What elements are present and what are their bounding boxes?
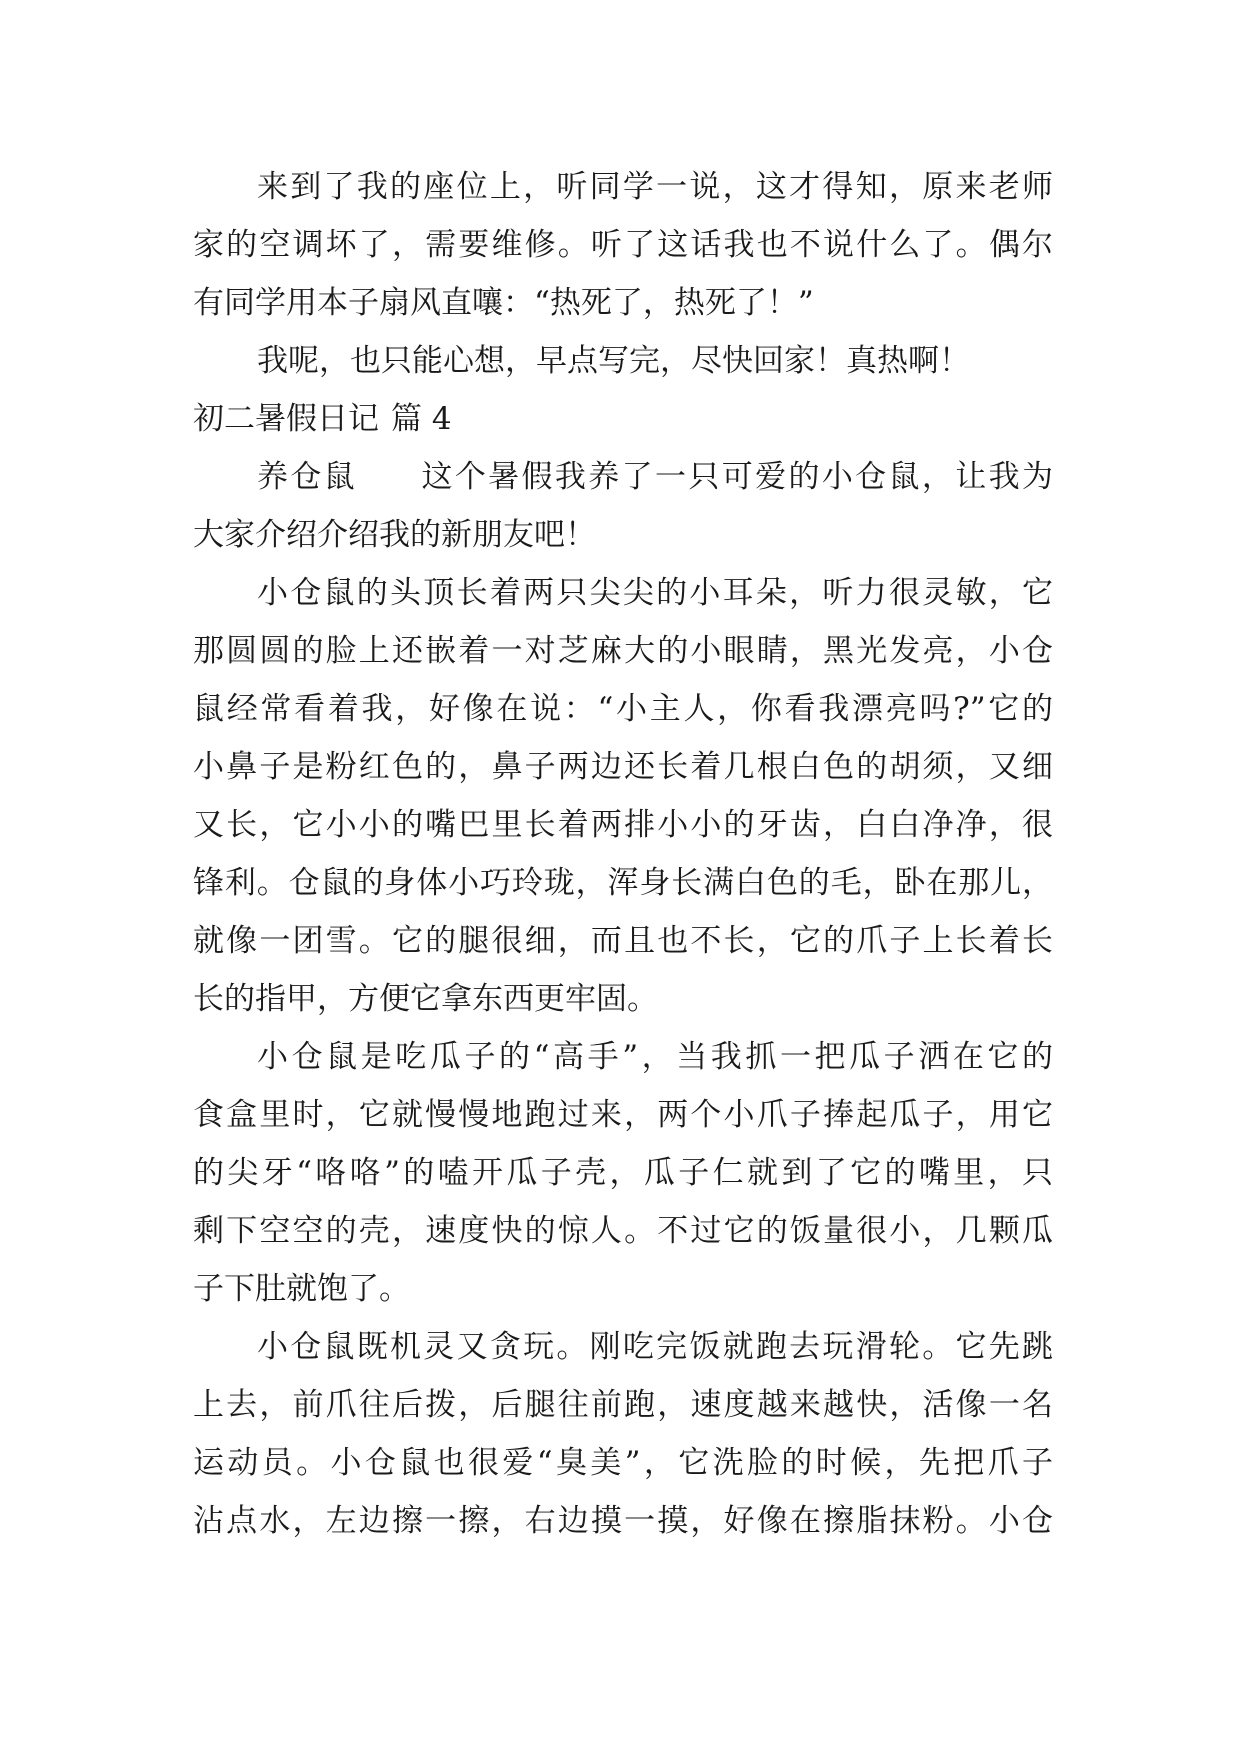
paragraph-line: 锋利。仓鼠的身体小巧玲珑，浑身长满白色的毛，卧在那儿， (193, 865, 1053, 901)
essay-first-line-text: 这个暑假我养了一只可爱的小仓鼠，让我为 (419, 459, 1054, 495)
essay-title: 养仓鼠 (257, 459, 358, 495)
section-title: 初二暑假日记 (193, 401, 379, 437)
paragraph-2 (193, 332, 1053, 390)
paragraph-line: 那圆圆的脸上还嵌着一对芝麻大的小眼睛，黑光发亮，小仓 (193, 633, 1053, 669)
paragraph-line: 沾点水，左边擦一擦，右边摸一摸，好像在擦脂抹粉。小仓 (193, 1503, 1053, 1539)
paragraph-line: 子下肚就饱了。 (193, 1271, 410, 1307)
paragraph-line: 有同学用本子扇风直嚷：“热死了，热死了！” (193, 285, 814, 321)
paragraph-line: 小仓鼠既机灵又贪玩。刚吃完饭就跑去玩滑轮。它先跳 (257, 1329, 1053, 1365)
document-page (193, 158, 1053, 1550)
paragraph-4 (193, 564, 1053, 1028)
paragraph-line: 的尖牙“咯咯”的嗑开瓜子壳，瓜子仁就到了它的嘴里，只 (193, 1155, 1053, 1191)
paragraph-line: 食盒里时，它就慢慢地跑过来，两个小爪子捧起瓜子，用它 (193, 1097, 1053, 1133)
section-number: 篇 4 (391, 401, 452, 437)
paragraph-line: 鼠经常看着我，好像在说：“小主人，你看我漂亮吗?”它的 (193, 691, 1053, 727)
paragraph-line: 就像一团雪。它的腿很细，而且也不长，它的爪子上长着长 (193, 923, 1053, 959)
paragraph-line: 大家介绍介绍我的新朋友吧！ (193, 517, 596, 553)
paragraph-3 (193, 448, 1053, 564)
paragraph-line: 小仓鼠是吃瓜子的“高手”，当我抓一把瓜子洒在它的 (257, 1039, 1053, 1075)
paragraph-1 (193, 158, 1053, 332)
paragraph-line: 上去，前爪往后拨，后腿往前跑，速度越来越快，活像一名 (193, 1387, 1053, 1423)
paragraph-line: 家的空调坏了，需要维修。听了这话我也不说什么了。偶尔 (193, 227, 1053, 263)
paragraph-line: 剩下空空的壳，速度快的惊人。不过它的饭量很小，几颗瓜 (193, 1213, 1053, 1249)
paragraph-line: 运动员。小仓鼠也很爱“臭美”，它洗脸的时候，先把爪子 (193, 1445, 1053, 1481)
paragraph-line: 长的指甲，方便它拿东西更牢固。 (193, 981, 658, 1017)
paragraph-6 (193, 1318, 1053, 1550)
paragraph-line: 来到了我的座位上，听同学一说，这才得知，原来老师 (257, 169, 1053, 205)
paragraph-5 (193, 1028, 1053, 1318)
paragraph-line: 小鼻子是粉红色的，鼻子两边还长着几根白色的胡须，又细 (193, 749, 1053, 785)
paragraph-line (193, 448, 1053, 506)
section-heading (193, 390, 1053, 448)
paragraph-line: 小仓鼠的头顶长着两只尖尖的小耳朵，听力很灵敏，它 (257, 575, 1053, 611)
paragraph-line: 我呢，也只能心想，早点写完，尽快回家！真热啊！ (257, 343, 970, 379)
paragraph-line: 又长，它小小的嘴巴里长着两排小小的牙齿，白白净净，很 (193, 807, 1053, 843)
